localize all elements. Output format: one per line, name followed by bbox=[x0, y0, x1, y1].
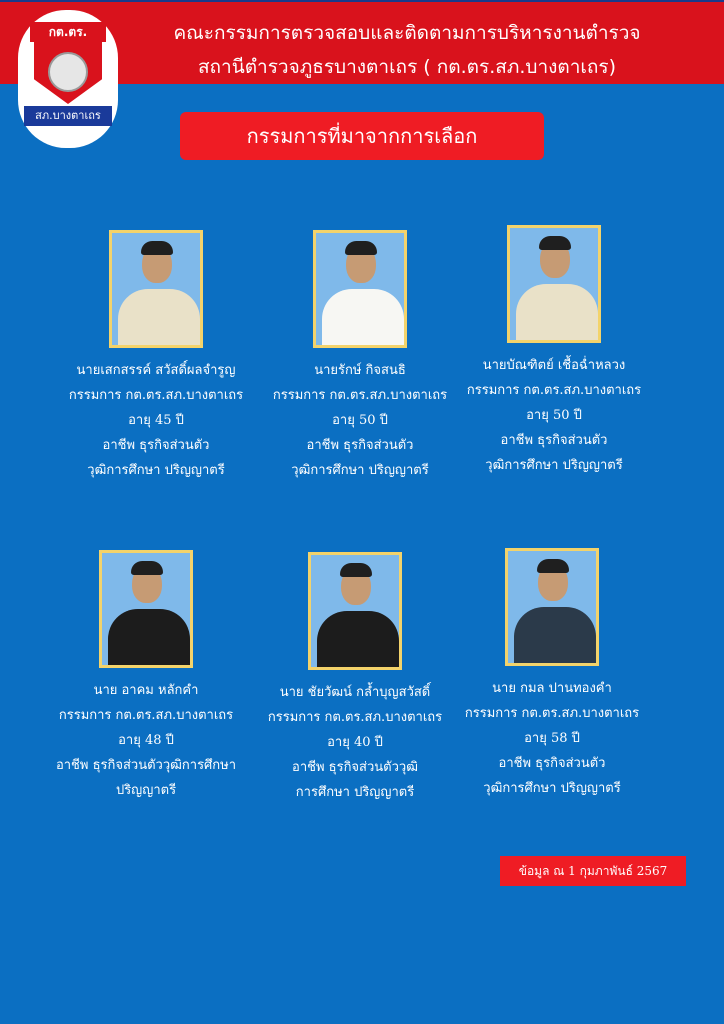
member-photo bbox=[313, 230, 407, 348]
member-occupation: อาชีพ ธุรกิจส่วนตัว bbox=[500, 433, 608, 448]
member-education: วุฒิการศึกษา ปริญญาตรี bbox=[485, 458, 623, 473]
logo-top-label: กต.ตร. bbox=[30, 22, 106, 42]
member-card bbox=[26, 550, 266, 803]
member-name: นายรักษ์ กิจสนธิ bbox=[314, 363, 406, 378]
header-title-line1: คณะกรรมการตรวจสอบและติดตามการบริหารงานตำรวจ bbox=[173, 22, 641, 44]
member-age: อายุ 40 ปี bbox=[327, 735, 383, 750]
data-date-note: ข้อมูล ณ 1 กุมภาพันธ์ 2567 bbox=[500, 856, 686, 886]
member-occupation: อาชีพ ธุรกิจส่วนตัว bbox=[498, 756, 606, 771]
member-occupation: อาชีพ ธุรกิจส่วนตัววุฒิการศึกษา bbox=[55, 758, 237, 773]
member-photo bbox=[99, 550, 193, 668]
member-occupation: อาชีพ ธุรกิจส่วนตัว bbox=[306, 438, 414, 453]
member-name: นาย อาคม หลักคำ bbox=[93, 683, 199, 698]
member-position: กรรมการ กต.ตร.สภ.บางตาเถร bbox=[267, 710, 443, 725]
member-photo bbox=[505, 548, 599, 666]
member-position: กรรมการ กต.ตร.สภ.บางตาเถร bbox=[58, 708, 234, 723]
member-photo bbox=[109, 230, 203, 348]
member-age: อายุ 48 ปี bbox=[118, 733, 174, 748]
member-name: นาย ชัยวัฒน์ กล้ำบุญสวัสดิ์ bbox=[279, 685, 431, 700]
member-occupation: อาชีพ ธุรกิจส่วนตัว bbox=[102, 438, 210, 453]
member-age: อายุ 50 ปี bbox=[526, 408, 582, 423]
member-position: กรรมการ กต.ตร.สภ.บางตาเถร bbox=[272, 388, 448, 403]
member-education: วุฒิการศึกษา ปริญญาตรี bbox=[291, 463, 429, 478]
organization-logo bbox=[18, 10, 118, 148]
member-education: การศึกษา ปริญญาตรี bbox=[295, 785, 415, 800]
member-position: กรรมการ กต.ตร.สภ.บางตาเถร bbox=[464, 706, 640, 721]
emblem-icon bbox=[48, 52, 88, 92]
section-title: กรรมการที่มาจากการเลือก bbox=[180, 112, 544, 160]
member-position: กรรมการ กต.ตร.สภ.บางตาเถร bbox=[68, 388, 244, 403]
member-education: ปริญญาตรี bbox=[115, 783, 177, 798]
member-photo bbox=[308, 552, 402, 670]
member-card bbox=[434, 225, 674, 478]
logo-banner-label: สภ.บางตาเถร bbox=[24, 106, 112, 126]
member-name: นายเสกสรรค์ สวัสดิ์ผลจำรูญ bbox=[76, 363, 236, 378]
header-title-line2: สถานีตำรวจภูธรบางตาเถร ( กต.ตร.สภ.บางตาเถร) bbox=[197, 56, 617, 78]
member-age: อายุ 45 ปี bbox=[128, 413, 184, 428]
member-card bbox=[432, 548, 672, 801]
member-age: อายุ 50 ปี bbox=[332, 413, 388, 428]
member-education: วุฒิการศึกษา ปริญญาตรี bbox=[483, 781, 621, 796]
member-education: วุฒิการศึกษา ปริญญาตรี bbox=[87, 463, 225, 478]
member-name: นาย กมล ปานทองคำ bbox=[492, 681, 612, 696]
member-position: กรรมการ กต.ตร.สภ.บางตาเถร bbox=[466, 383, 642, 398]
member-occupation: อาชีพ ธุรกิจส่วนตัววุฒิ bbox=[292, 760, 418, 775]
member-photo bbox=[507, 225, 601, 343]
member-age: อายุ 58 ปี bbox=[524, 731, 580, 746]
member-name: นายบัณฑิตย์ เชื้อฉ่ำหลวง bbox=[482, 358, 626, 373]
